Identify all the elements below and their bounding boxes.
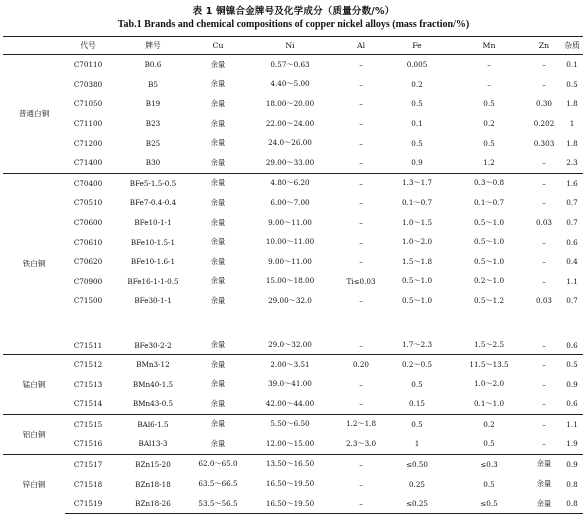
cell-zn: – xyxy=(542,158,546,168)
cell-fe: 1.0～1.5 xyxy=(401,217,433,227)
cell-fe: 0.5 xyxy=(411,379,423,389)
cell-cu: 余量 xyxy=(195,55,241,75)
cell-code: C71514 xyxy=(73,399,103,409)
table-row xyxy=(3,114,583,134)
table-row xyxy=(3,94,583,114)
cell-code: C71515 xyxy=(65,414,111,434)
cell-cu: 余量 xyxy=(210,379,226,389)
header-row xyxy=(3,37,583,55)
cell-mn: 0.1～0.7 xyxy=(473,197,505,207)
cell-zn: – xyxy=(542,276,546,286)
cell-impurity: 0.7 xyxy=(566,218,578,228)
header-fe: Fe xyxy=(383,37,451,55)
cell-code: C71200 xyxy=(73,138,103,148)
cell-al: – xyxy=(359,340,363,350)
cell-zn: – xyxy=(542,340,546,350)
table-row xyxy=(3,354,583,374)
cell-brand: BZn18-26 xyxy=(111,494,195,514)
table-title-en: Tab.1 Brands and chemical compositions of copper nickel alloys (mass fraction/%) xyxy=(117,19,470,30)
cell-mn: 0.5 xyxy=(483,99,495,109)
cell-ni: 0.57～0.63 xyxy=(241,55,339,75)
cell-zn: 0.30 xyxy=(535,99,552,109)
table-row xyxy=(3,291,583,311)
cell-cu: 余量 xyxy=(210,157,226,167)
cell-brand: BZn15-20 xyxy=(111,454,195,474)
cell-zn: – xyxy=(527,55,561,75)
cell-al: – xyxy=(359,158,363,168)
cell-al: – xyxy=(359,119,363,129)
group-label: 铁白铜 xyxy=(3,173,65,354)
cell-impurity: 2.3 xyxy=(566,158,578,168)
table-row xyxy=(3,494,583,514)
table-row xyxy=(3,434,583,454)
cell-impurity: 0.4 xyxy=(566,257,578,267)
header-group xyxy=(3,37,65,55)
group-label: 普通白铜 xyxy=(3,55,65,174)
cell-impurity: 1.1 xyxy=(561,414,583,434)
cell-ni: 29.00～33.00 xyxy=(265,157,315,167)
cell-fe: 0.5 xyxy=(411,138,423,148)
cell-fe: 0.2～0.5 xyxy=(383,354,451,374)
cell-al: – xyxy=(339,55,383,75)
cell-impurity: 0.7 xyxy=(566,198,578,208)
cell-code: C71513 xyxy=(73,379,103,389)
cell-ni: 24.0～26.00 xyxy=(268,138,312,148)
cell-fe: 1 xyxy=(414,439,420,449)
cell-cu: 余量 xyxy=(210,79,226,89)
table-row xyxy=(3,153,583,173)
cell-code: C70510 xyxy=(73,198,103,208)
cell-code: C70620 xyxy=(73,257,103,267)
cell-cu: 余量 xyxy=(210,295,226,305)
cell-brand: BMn43-0.5 xyxy=(132,399,174,409)
cell-mn: 11.5～13.5 xyxy=(451,354,527,374)
table-row xyxy=(3,272,583,292)
cell-cu: 余量 xyxy=(210,197,226,207)
cell-fe: 0.15 xyxy=(408,399,425,409)
cell-mn: 0.5 xyxy=(483,439,495,449)
cell-mn: – xyxy=(487,79,491,89)
cell-al: – xyxy=(359,479,363,489)
header-al: Al xyxy=(339,37,383,55)
cell-mn: 0.3～0.8 xyxy=(451,173,527,193)
cell-mn: 0.5 xyxy=(483,138,495,148)
cell-impurity: 0.9 xyxy=(561,454,583,474)
cell-zn: – xyxy=(542,379,546,389)
cell-mn: 0.5 xyxy=(483,479,495,489)
cell-code: C70610 xyxy=(73,237,103,247)
cell-ni: 22.00～24.00 xyxy=(265,118,315,128)
cell-al: – xyxy=(359,79,363,89)
table-title-cn: 表 1 铜镍合金牌号及化学成分（质量分数/%） xyxy=(192,6,395,17)
cell-cu: 余量 xyxy=(210,118,226,128)
cell-al: – xyxy=(359,99,363,109)
cell-fe: 0.5～1.0 xyxy=(401,295,433,305)
cell-al: Ti≤0.03 xyxy=(346,276,376,286)
cell-impurity: 1 xyxy=(569,119,575,129)
cell-al: – xyxy=(339,173,383,193)
header-cu: Cu xyxy=(195,37,241,55)
cell-impurity: 0.1 xyxy=(561,55,583,75)
cell-impurity: 1.6 xyxy=(561,173,583,193)
cell-mn: 0.2 xyxy=(451,414,527,434)
table-row xyxy=(3,474,583,494)
cell-ni: 29.00～32.0 xyxy=(268,295,312,305)
cell-al: – xyxy=(339,494,383,514)
cell-al: – xyxy=(359,257,363,267)
cell-cu: 余量 xyxy=(210,256,226,266)
cell-brand: BAl6-1.5 xyxy=(111,414,195,434)
cell-brand: BFe16-1-1-0.5 xyxy=(127,276,179,286)
table-row xyxy=(3,394,583,414)
header-code: 代号 xyxy=(65,37,111,55)
cell-code: C71516 xyxy=(73,439,103,449)
cell-code: C71519 xyxy=(65,494,111,514)
cell-brand: B5 xyxy=(148,79,158,89)
table-row xyxy=(3,213,583,233)
cell-impurity: 0.9 xyxy=(566,379,578,389)
cell-code: C71518 xyxy=(73,479,103,489)
table-row xyxy=(3,173,583,193)
header-mn: Mn xyxy=(451,37,527,55)
cell-impurity: 0.6 xyxy=(566,399,578,409)
cell-mn: 1.2 xyxy=(483,158,495,168)
cell-ni: 29.0～32.00 xyxy=(268,339,312,349)
cell-al: – xyxy=(359,379,363,389)
cell-cu: 53.5～56.5 xyxy=(195,494,241,514)
cell-mn: 0.2～1.0 xyxy=(473,276,505,286)
cell-impurity: 0.5 xyxy=(561,354,583,374)
cell-impurity: 1.9 xyxy=(566,439,578,449)
cell-zn: 0.03 xyxy=(535,218,552,228)
cell-fe: 0.1 xyxy=(411,119,423,129)
cell-code: C70380 xyxy=(73,79,103,89)
cell-impurity: 1.8 xyxy=(566,138,578,148)
cell-impurity: 0.6 xyxy=(566,237,578,247)
cell-code: C70110 xyxy=(65,55,111,75)
cell-brand: B23 xyxy=(145,119,161,129)
cell-fe: ≤0.50 xyxy=(383,454,451,474)
header-brand: 牌号 xyxy=(111,37,195,55)
cell-brand: B30 xyxy=(145,158,161,168)
cell-ni: 6.00～7.00 xyxy=(270,197,310,207)
cell-fe: 1.5～1.8 xyxy=(401,256,433,266)
cell-cu: 余量 xyxy=(195,414,241,434)
cell-mn: ≤0.5 xyxy=(451,494,527,514)
cell-brand: B25 xyxy=(145,138,161,148)
cell-al: 1.2～1.8 xyxy=(339,414,383,434)
cell-brand: BFe10-1.6-1 xyxy=(130,257,176,267)
cell-cu: 余量 xyxy=(195,173,241,193)
table-row xyxy=(3,75,583,95)
cell-fe: 0.5～1.0 xyxy=(401,276,433,286)
cell-code: C71511 xyxy=(73,340,103,350)
cell-zn: – xyxy=(542,257,546,267)
cell-al: – xyxy=(339,454,383,474)
cell-ni: 16.50～19.50 xyxy=(265,479,315,489)
cell-brand: BFe5-1.5-0.5 xyxy=(111,173,195,193)
composition-table xyxy=(3,36,583,514)
cell-cu: 余量 xyxy=(210,217,226,227)
cell-brand: BFe10-1.5-1 xyxy=(130,237,176,247)
cell-brand: BAl13-3 xyxy=(138,439,168,449)
table-row xyxy=(3,374,583,394)
cell-code: C71050 xyxy=(73,99,103,109)
cell-impurity: 0.6 xyxy=(566,340,578,350)
cell-mn: 0.1～1.0 xyxy=(473,398,505,408)
cell-code: C71517 xyxy=(65,454,111,474)
cell-mn: 1.0～2.0 xyxy=(473,379,505,389)
cell-impurity: 0.8 xyxy=(566,479,578,489)
cell-impurity: 1.1 xyxy=(566,276,578,286)
cell-impurity: 0.5 xyxy=(566,79,578,89)
cell-ni: 10.00～11.00 xyxy=(265,237,315,247)
header-zn: Zn xyxy=(527,37,561,55)
cell-impurity: 1.8 xyxy=(566,99,578,109)
cell-al: – xyxy=(359,237,363,247)
cell-code: C71100 xyxy=(73,119,103,129)
group-label: 锌白铜 xyxy=(3,454,65,514)
cell-mn: ≤0.3 xyxy=(451,454,527,474)
cell-brand: BFe7-0.4-0.4 xyxy=(129,198,177,208)
cell-zn: 余量 xyxy=(536,479,552,489)
group-label: 铝白铜 xyxy=(3,414,65,454)
cell-code: C71400 xyxy=(73,158,103,168)
cell-brand: BFe30-1-1 xyxy=(134,296,172,306)
cell-zn: 余量 xyxy=(527,494,561,514)
cell-code: C70600 xyxy=(73,218,103,228)
cell-mn: 0.5～1.0 xyxy=(473,237,505,247)
cell-ni: 9.00～11.00 xyxy=(268,256,312,266)
cell-fe: 1.0～2.0 xyxy=(401,237,433,247)
cell-fe: 0.5 xyxy=(383,414,451,434)
cell-fe: 0.005 xyxy=(383,55,451,75)
cell-brand: BMn40-1.5 xyxy=(132,379,174,389)
cell-brand: BMn3-12 xyxy=(111,354,195,374)
cell-zn: – xyxy=(542,237,546,247)
table-row xyxy=(3,252,583,272)
cell-cu: 余量 xyxy=(210,138,226,148)
table-row xyxy=(3,454,583,474)
cell-zn: – xyxy=(542,198,546,208)
table-row xyxy=(3,55,583,75)
cell-fe: 0.5 xyxy=(411,99,423,109)
cell-mn: 0.2 xyxy=(483,119,495,129)
cell-brand: B19 xyxy=(145,99,161,109)
cell-fe: 0.1～0.7 xyxy=(401,197,433,207)
cell-cu: 62.0～65.0 xyxy=(195,454,241,474)
cell-zn: 余量 xyxy=(527,454,561,474)
cell-mn: 0.5～1.2 xyxy=(473,295,505,305)
cell-ni: 42.00～44.00 xyxy=(265,398,315,408)
cell-ni: 4.80～6.20 xyxy=(241,173,339,193)
cell-zn: – xyxy=(527,414,561,434)
cell-zn: – xyxy=(527,173,561,193)
cell-al: – xyxy=(359,399,363,409)
cell-brand: BZn18-18 xyxy=(135,479,171,489)
cell-fe: ≤0.25 xyxy=(383,494,451,514)
cell-brand: BFe30-2-2 xyxy=(134,340,172,350)
cell-mn: 0.5～1.0 xyxy=(473,217,505,227)
cell-cu: 余量 xyxy=(210,398,226,408)
cell-ni: 18.00～20.00 xyxy=(265,98,315,108)
cell-mn: 1.5～2.5 xyxy=(473,339,505,349)
cell-mn: 0.5～1.0 xyxy=(473,256,505,266)
group-label: 锰白铜 xyxy=(3,354,65,414)
cell-code: C71512 xyxy=(65,354,111,374)
cell-zn: – xyxy=(542,79,546,89)
cell-ni: 4.40～5.00 xyxy=(270,79,310,89)
cell-cu: 余量 xyxy=(210,98,226,108)
table-row xyxy=(3,193,583,213)
cell-ni: 39.0～41.00 xyxy=(268,379,312,389)
cell-ni: 13.50～16.50 xyxy=(241,454,339,474)
cell-brand: BFe10-1-1 xyxy=(134,218,172,228)
cell-al: – xyxy=(359,296,363,306)
cell-code: C71500 xyxy=(73,296,103,306)
cell-ni: 16.50～19.50 xyxy=(241,494,339,514)
cell-impurity: 0.8 xyxy=(561,494,583,514)
table-row xyxy=(3,311,583,355)
cell-al: – xyxy=(359,218,363,228)
cell-ni: 5.50～6.50 xyxy=(241,414,339,434)
cell-cu: 余量 xyxy=(195,354,241,374)
cell-fe: 0.25 xyxy=(408,479,425,489)
cell-ni: 9.00～11.00 xyxy=(268,217,312,227)
table-body xyxy=(3,55,583,514)
cell-brand: B0.6 xyxy=(111,55,195,75)
cell-zn: 0.303 xyxy=(533,138,555,148)
cell-ni: 2.00～3.51 xyxy=(241,354,339,374)
cell-cu: 余量 xyxy=(210,237,226,247)
table-row xyxy=(3,414,583,434)
cell-ni: 15.00～18.00 xyxy=(265,276,315,286)
cell-zn: – xyxy=(542,399,546,409)
cell-al: 0.20 xyxy=(339,354,383,374)
cell-code: C70400 xyxy=(65,173,111,193)
cell-fe: 0.9 xyxy=(411,158,423,168)
cell-al: 2.3～3.0 xyxy=(345,438,377,448)
cell-ni: 12.00～15.00 xyxy=(265,438,315,448)
cell-fe: 0.2 xyxy=(411,79,423,89)
cell-al: – xyxy=(359,198,363,208)
cell-zn: 0.03 xyxy=(535,296,552,306)
cell-fe: 1.3～1.7 xyxy=(383,173,451,193)
cell-cu: 余量 xyxy=(210,438,226,448)
cell-zn: – xyxy=(542,439,546,449)
cell-zn: – xyxy=(527,354,561,374)
cell-cu: 63.5～66.5 xyxy=(198,479,238,489)
cell-impurity: 0.7 xyxy=(566,296,578,306)
table-row xyxy=(3,232,583,252)
table-row xyxy=(3,133,583,153)
cell-fe: 1.7～2.3 xyxy=(401,339,433,349)
cell-code: C70900 xyxy=(73,276,103,286)
cell-cu: 余量 xyxy=(210,276,226,286)
cell-mn: – xyxy=(451,55,527,75)
cell-zn: 0.202 xyxy=(533,119,555,129)
cell-cu: 余量 xyxy=(210,339,226,349)
header-ni: Ni xyxy=(241,37,339,55)
header-impurity: 杂质 xyxy=(561,37,583,55)
cell-al: – xyxy=(359,138,363,148)
